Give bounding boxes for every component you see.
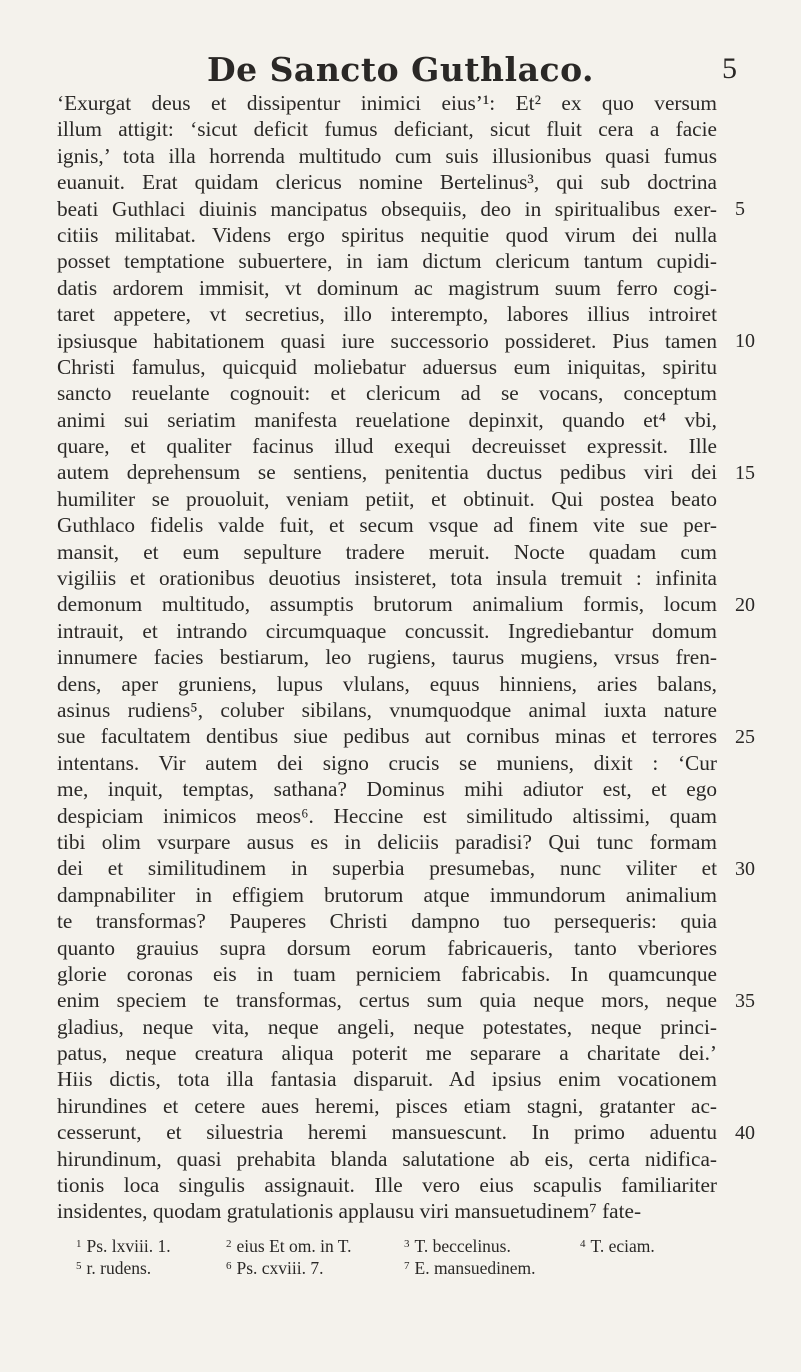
page-header <box>0 46 801 94</box>
line-number: 20 <box>735 593 755 616</box>
text-line: demonum multitudo, assumptis brutorum animalium formis, locum <box>57 592 717 617</box>
text-line: intrauit, et intrando circumquaque concussit. Ingrediebantur domum <box>57 618 717 643</box>
text-line: te transformas? Pauperes Christi dampno tuo persequeris: quia <box>57 909 717 934</box>
text-line: intentans. Vir autem dei signo crucis se muniens, dixit : ‘Cur <box>57 750 717 775</box>
text-line: illum attigit: ‘sicut deficit fumus deficiant, sicut fluit cera a facie <box>57 117 717 142</box>
text-line: insidentes, quodam gratulationis applausu viri mansuetudinem⁷ fate- <box>57 1199 642 1224</box>
line-number: 15 <box>735 461 755 484</box>
text-line: Guthlaco fidelis valde fuit, et secum vsque ad finem vite sue per- <box>57 513 717 538</box>
text-line: beati Guthlaci diuinis mancipatus obsequiis, deo in spiritualibus exer- <box>57 196 717 221</box>
footnote-text: Ps. lxviii. 1. <box>86 1236 171 1256</box>
footnote-text: eius Et om. in T. <box>236 1236 352 1256</box>
text-line: patus, neque creatura aliqua poterit me separare a charitate dei.’ <box>57 1041 717 1066</box>
text-line: sancto reuelante cognouit: et clericum ad se vocans, conceptum <box>57 381 717 406</box>
line-number: 35 <box>735 989 755 1012</box>
text-line: Hiis dictis, tota illa fantasia disparuit. Ad ipsius enim vocationem <box>57 1067 717 1092</box>
footnote-line <box>76 1255 736 1277</box>
body-text <box>57 90 717 1225</box>
text-line: hirundinum, quasi prehabita blanda salutatione ab eis, certa nidifica- <box>57 1146 717 1171</box>
footnote-mark: 3 <box>404 1238 410 1250</box>
text-line: hirundines et cetere aues heremi, pisces etiam stagni, gratanter ac- <box>57 1093 717 1118</box>
text-line: asinus rudiens⁵, coluber sibilans, vnumquodque animal iuxta nature <box>57 697 717 722</box>
footnote <box>76 1255 226 1277</box>
footnote <box>404 1233 580 1255</box>
footnote-text: Ps. cxviii. 7. <box>236 1258 324 1278</box>
text-line: citiis militabat. Videns ergo spiritus nequitie quod virum dei nulla <box>57 222 717 247</box>
text-line: ‘Exurgat deus et dissipentur inimici eius’¹: Et² ex quo versum <box>57 91 717 115</box>
footnote <box>76 1233 226 1255</box>
text-line: despiciam inimicos meos⁶. Heccine est similitudo altissimi, quam <box>57 803 717 828</box>
line-number: 5 <box>735 197 745 220</box>
footnote-mark: 2 <box>226 1238 232 1250</box>
footnote-mark: 7 <box>404 1260 410 1272</box>
footnote-mark: 6 <box>226 1260 232 1272</box>
text-line: glorie coronas eis in tuam perniciem fabricabis. In quamcunque <box>57 961 717 986</box>
footnote-line <box>76 1233 736 1255</box>
text-line: posset temptatione subuertere, in iam dictum clericum tantum cupidi- <box>57 249 717 274</box>
text-line: euanuit. Erat quidam clericus nomine Bertelinus³, qui sub doctrina <box>57 170 717 195</box>
text-line: mansit, et eum sepulture tradere meruit. Nocte quadam cum <box>57 539 717 564</box>
text-line: tibi olim vsurpare ausus es in deliciis paradisi? Qui tunc formam <box>57 829 717 854</box>
footnote-text: T. beccelinus. <box>414 1236 511 1256</box>
footnote-mark: 4 <box>580 1238 586 1250</box>
text-line: datis ardorem immisit, vt dominum ac magistrum suum ferro cogi- <box>57 275 717 300</box>
text-line: quare, et qualiter facinus illud exequi decreuisset expressit. Ille <box>57 434 717 459</box>
text-line: Christi famulus, quicquid moliebatur aduersus eum iniquitas, spiritu <box>57 354 717 379</box>
text-line: cesserunt, et siluestria heremi mansuescunt. In primo aduentu <box>57 1120 717 1145</box>
footnote <box>226 1255 404 1277</box>
text-line: dens, aper gruniens, lupus vlulans, equus hinniens, aries balans, <box>57 671 717 696</box>
footnote-mark: 5 <box>76 1260 82 1272</box>
text-line: ipsiusque habitationem quasi iure successorio possideret. Pius tamen <box>57 328 717 353</box>
text-line: sue facultatem dentibus siue pedibus aut cornibus minas et terrores <box>57 724 717 749</box>
line-number: 25 <box>735 725 755 748</box>
text-line: enim speciem te transformas, certus sum quia neque mors, neque <box>57 988 717 1013</box>
text-line: autem deprehensum se sentiens, penitentia ductus pedibus viri dei <box>57 460 717 485</box>
line-number: 40 <box>735 1121 755 1144</box>
footnote <box>580 1233 700 1255</box>
footnote-mark: 1 <box>76 1238 82 1250</box>
text-line: vigiliis et orationibus deuotius insisteret, tota insula tremuit : infinita <box>57 566 717 591</box>
text-line: humiliter se prouoluit, veniam petiit, et obtinuit. Qui postea beato <box>57 486 717 511</box>
text-line: innumere facies bestiarum, leo rugiens, taurus mugiens, vrsus fren- <box>57 645 717 670</box>
text-line: dei et similitudinem in superbia presumebas, nunc viliter et <box>57 856 717 881</box>
text-line: taret appetere, vt secretius, illo interempto, labores illius introiret <box>57 302 717 327</box>
line-number: 30 <box>735 857 755 880</box>
footnote-text: r. rudens. <box>86 1258 152 1278</box>
running-title: De Sancto Guthlaco. <box>207 50 594 89</box>
footnotes <box>76 1233 736 1277</box>
footnote-text: E. mansuedinem. <box>414 1258 536 1278</box>
page-number: 5 <box>722 52 737 85</box>
text-line: ignis,’ tota illa horrenda multitudo cum suis illusionibus quasi fumus <box>57 143 717 168</box>
footnote <box>404 1255 604 1277</box>
text-line: animi sui seriatim manifesta reuelatione depinxit, quando et⁴ vbi, <box>57 407 717 432</box>
footnote <box>226 1233 404 1255</box>
text-line: dampnabiliter in effigiem brutorum atque immundorum animalium <box>57 882 717 907</box>
footnote-text: T. eciam. <box>590 1236 655 1256</box>
text-line: quanto grauius supra dorsum eorum fabricaueris, tanto vberiores <box>57 935 717 960</box>
text-line: me, inquit, temptas, sathana? Dominus mihi adiutor est, et ego <box>57 777 717 802</box>
text-line: tionis loca singulis assignauit. Ille vero eius scapulis familiariter <box>57 1173 717 1198</box>
text-line: gladius, neque vita, neque angeli, neque potestates, neque princi- <box>57 1014 717 1039</box>
line-number: 10 <box>735 329 755 352</box>
